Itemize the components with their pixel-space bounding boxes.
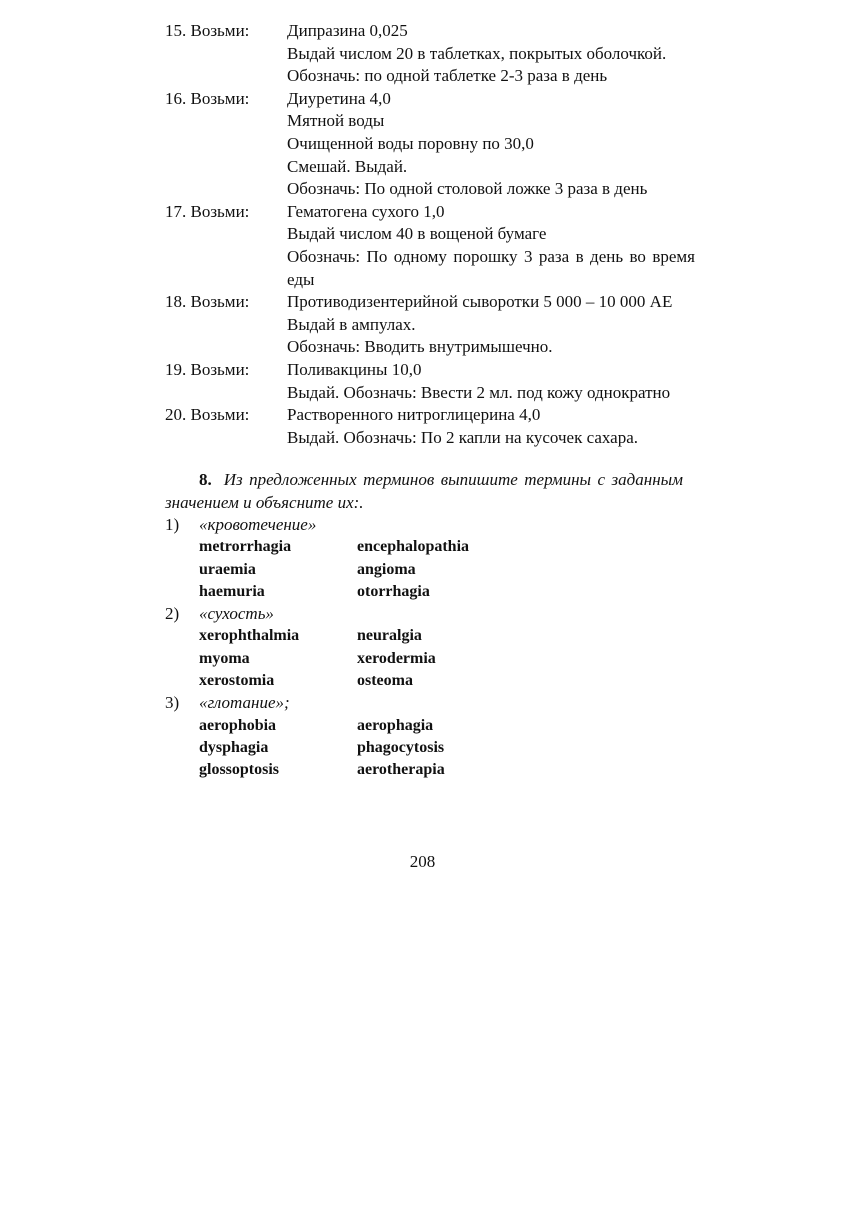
term-row [199,559,683,581]
term: osteoma [357,672,413,690]
term-row [199,648,683,670]
term-group [165,514,683,603]
term-group [165,603,683,692]
prescription-item [165,291,695,359]
term: otorrhagia [357,582,430,600]
group-number: 2) [165,604,180,624]
prescription-line: Диуретина 4,0 [287,88,391,108]
prescription-item [165,359,695,404]
term: xerophthalmia [199,627,300,645]
term: aerophagia [357,716,434,734]
prescription-line: Дипразина 0,025 [287,21,408,40]
term: encephalopathia [357,538,470,556]
prescription-line: Выдай. Обозначь: По 2 капли на кусочек сахара. [287,427,638,447]
prescription-line: Противодизентерийной сыворотки 5 000 – 10 000 АЕ [287,292,673,312]
prescription-number: 18. Возьми: [165,292,250,312]
term-row [199,625,683,647]
prescription-item [165,404,695,449]
prescription-number: 17. Возьми: [165,201,250,221]
term: uraemia [199,560,256,578]
term: metrorrhagia [199,538,292,556]
prescription-line: Очищенной воды поровну по 30,0 [287,133,534,153]
term-row [199,670,683,692]
prescription-line: Гематогена сухого 1,0 [287,201,445,221]
term: aerophobia [199,716,277,734]
term-row [199,737,683,759]
prescription-number: 15. Возьми: [165,21,250,40]
prescription-line: Выдай. Обозначь: Ввести 2 мл. под кожу однократно [287,382,671,402]
prescription-item [165,88,695,201]
prescription-line: Поливакцины 10,0 [287,359,422,379]
term: haemuria [199,582,265,600]
group-title: «глотание»; [199,693,290,713]
group-title: «кровотечение» [199,515,317,534]
prescription-list [165,20,695,449]
task-heading [165,468,683,514]
term: myoma [199,649,250,667]
group-number: 1) [165,515,180,534]
term-row [199,581,683,603]
prescription-number: 19. Возьми: [165,359,250,379]
group-title: «сухость» [199,604,274,624]
term: dysphagia [199,738,269,756]
term: angioma [357,560,416,578]
term: xerostomia [199,672,275,690]
term-row [199,536,683,558]
term: phagocytosis [357,738,445,756]
prescription-line: Растворенного нитроглицерина 4,0 [287,405,541,425]
prescription-line: Выдай числом 40 в вощеной бумаге [287,224,547,244]
prescription-line: Обозначь: Вводить внутримышечно. [287,337,553,357]
term: xerodermia [357,649,436,667]
prescription-number: 16. Возьми: [165,88,250,108]
page-number: 208 [409,852,436,871]
term-group [165,692,683,781]
prescription-line: Обозначь: по одной таблетке 2-3 раза в день [287,66,608,86]
term: glossoptosis [199,761,280,779]
task-instruction: Из предложенных терминов выпишите термины с заданным значением и объясните их:. [165,470,683,512]
prescription-item [165,201,695,291]
prescription-item [165,20,695,88]
group-number: 3) [165,693,180,713]
term: neuralgia [357,627,422,645]
prescription-line: Мятной воды [287,111,385,131]
term-row [199,759,683,781]
term: aerotherapia [357,761,445,779]
term-row [199,715,683,737]
prescription-number: 20. Возьми: [165,405,250,425]
prescription-line: Смешай. Выдай. [287,156,408,176]
prescription-line: Обозначь: По одному порошку 3 раза в день во время еды [287,246,695,289]
prescription-line: Выдай в ампулах. [287,314,416,334]
prescription-line: Выдай числом 20 в таблетках, покрытых оболочкой. [287,43,667,63]
prescription-line: Обозначь: По одной столовой ложке 3 раза в день [287,179,648,199]
task-number: 8. [199,470,212,489]
task-section [165,468,683,782]
